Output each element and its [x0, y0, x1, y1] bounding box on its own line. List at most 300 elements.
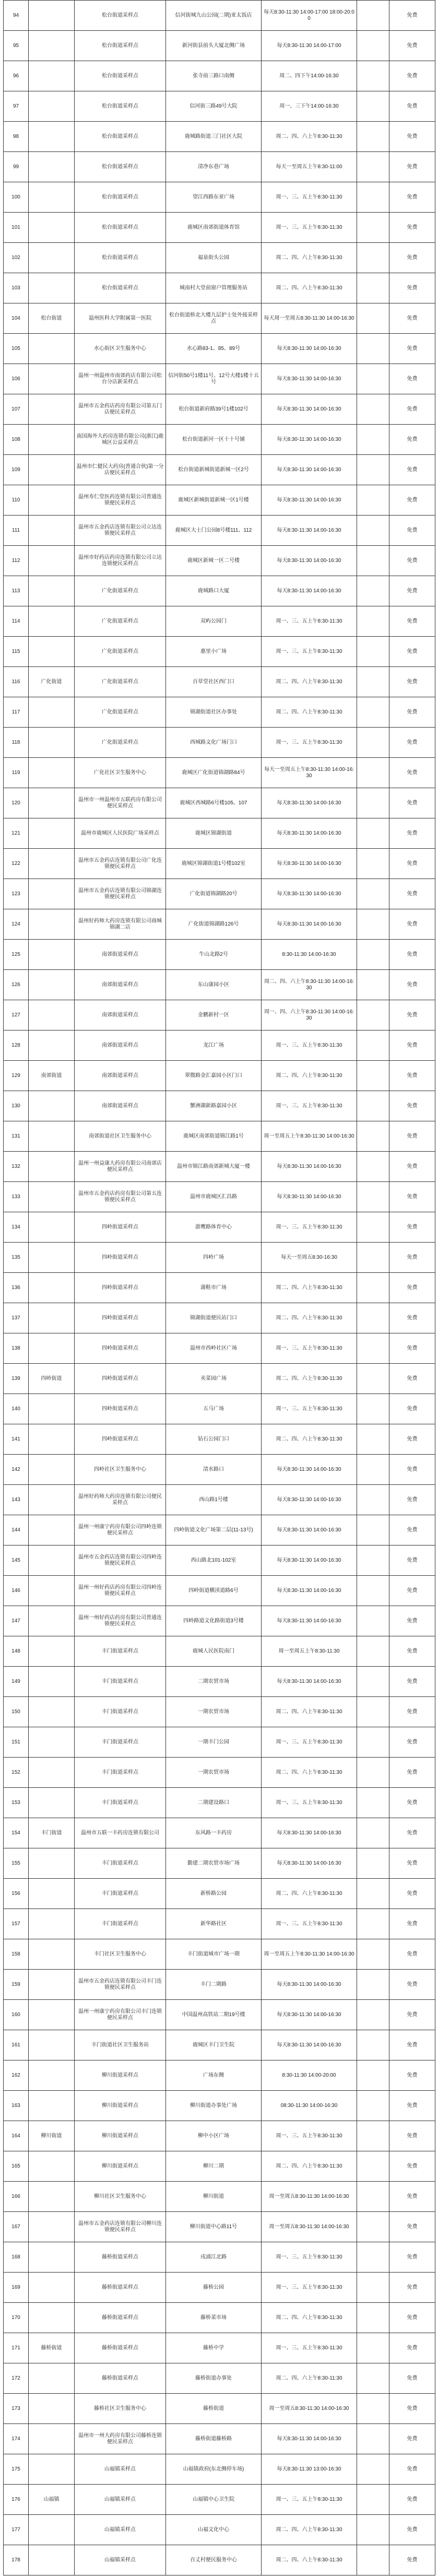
- extra-cell: [357, 2121, 389, 2151]
- row-number-cell: 177: [4, 2515, 29, 2545]
- extra-cell: [357, 2424, 389, 2454]
- fee-cell: 免费: [389, 849, 435, 879]
- table-row: [4, 1636, 435, 1667]
- site-name-cell: 温州一州温州市南郊药店有限公司松台分店新采样点: [75, 364, 166, 394]
- hours-cell: 每天8:30-11:30 14:00-16:30: [262, 1667, 357, 1697]
- address-cell: 广场东侧: [166, 2060, 262, 2091]
- address-cell: 山福文化中心: [166, 2515, 262, 2545]
- site-name-cell: 丰门街道采样点: [75, 1758, 166, 1788]
- address-cell: 西山路1号楼: [166, 1485, 262, 1515]
- table-row: [4, 849, 435, 879]
- row-number-cell: 144: [4, 1515, 29, 1545]
- district-cell: [29, 1909, 75, 1939]
- address-cell: 城南村大堂前窗户管理服务站: [166, 273, 262, 303]
- address-cell: 金鹏新村一区: [166, 1000, 262, 1031]
- district-cell: [29, 2273, 75, 2303]
- address-cell: 丰门街道城市广场一期: [166, 1939, 262, 1970]
- table-row: [4, 1243, 435, 1273]
- row-number-cell: 94: [4, 1, 29, 31]
- fee-cell: 免费: [389, 364, 435, 394]
- address-cell: 鹿城区锦湖街道: [166, 818, 262, 849]
- district-cell: [29, 909, 75, 940]
- address-cell: 清水路口: [166, 1455, 262, 1485]
- extra-cell: [357, 2182, 389, 2212]
- site-name-cell: 水心街区卫生服务中心: [75, 334, 166, 364]
- address-cell: 鹿城路口大厦: [166, 576, 262, 606]
- row-number-cell: 131: [4, 1121, 29, 1152]
- table-row: [4, 303, 435, 334]
- address-cell: 藤桥街道藤桥路: [166, 2424, 262, 2454]
- fee-cell: 免费: [389, 122, 435, 152]
- fee-cell: 免费: [389, 394, 435, 425]
- site-name-cell: 丰门街道采样点: [75, 1848, 166, 1879]
- district-cell: [29, 1121, 75, 1152]
- row-number-cell: 100: [4, 182, 29, 213]
- address-cell: 新华路社区: [166, 1909, 262, 1939]
- address-cell: 松台街道桥北大楼九层护士处外接采样点: [166, 303, 262, 334]
- fee-cell: 免费: [389, 1818, 435, 1848]
- district-cell: [29, 2091, 75, 2121]
- table-row: [4, 1879, 435, 1909]
- address-cell: 蟹洲湖新路嘉园小区: [166, 1091, 262, 1121]
- site-name-cell: 温州一州好药店药房有限公司普通连锁便民采样点: [75, 1606, 166, 1636]
- row-number-cell: 123: [4, 879, 29, 909]
- table-row: [4, 1031, 435, 1061]
- extra-cell: [357, 970, 389, 1000]
- district-cell: [29, 2515, 75, 2545]
- fee-cell: 免费: [389, 1788, 435, 1818]
- extra-cell: [357, 91, 389, 122]
- table-row: [4, 1788, 435, 1818]
- address-cell: 柳中小区广场: [166, 2121, 262, 2151]
- row-number-cell: 170: [4, 2303, 29, 2333]
- site-name-cell: 藤桥社区卫生服务中心: [75, 2394, 166, 2424]
- site-name-cell: 温州市一州温州市五联药房有限公司便民采样点: [75, 788, 166, 818]
- district-cell: [29, 1970, 75, 2000]
- address-cell: 柳川街道: [166, 2182, 262, 2212]
- table-row: [4, 1758, 435, 1788]
- site-name-cell: 广化街道采样点: [75, 576, 166, 606]
- table-row: [4, 1212, 435, 1243]
- address-cell: 温州市锦江路南郊新城大厦一楼: [166, 1152, 262, 1182]
- table-row: [4, 2000, 435, 2030]
- site-name-cell: 温州市鹿城区人民医院广场采样点: [75, 818, 166, 849]
- district-cell: [29, 1515, 75, 1545]
- address-cell: 西山路北101-102室: [166, 1545, 262, 1576]
- row-number-cell: 99: [4, 152, 29, 182]
- row-number-cell: 118: [4, 728, 29, 758]
- extra-cell: [357, 1545, 389, 1576]
- row-number-cell: 114: [4, 606, 29, 637]
- hours-cell: 8:30-11:30 14:00-20:00: [262, 2060, 357, 2091]
- extra-cell: [357, 1606, 389, 1636]
- table-row: [4, 606, 435, 637]
- extra-cell: [357, 1243, 389, 1273]
- address-cell: 钻石公园门口: [166, 1424, 262, 1455]
- fee-cell: 免费: [389, 182, 435, 213]
- fee-cell: 免费: [389, 91, 435, 122]
- row-number-cell: 102: [4, 243, 29, 273]
- table-row: [4, 334, 435, 364]
- table-row: [4, 243, 435, 273]
- site-name-cell: 南郊街道采样点: [75, 940, 166, 970]
- fee-cell: 免费: [389, 2424, 435, 2454]
- district-cell: [29, 31, 75, 61]
- extra-cell: [357, 2000, 389, 2030]
- hours-cell: 周二、四、六上午8:30-11:30: [262, 273, 357, 303]
- hours-cell: 每天一至周五上午8:30-11:30 14:00-16:30: [262, 758, 357, 788]
- site-name-cell: 温州市五金药店连锁有限公司柳川连锁便民采样点: [75, 2212, 166, 2242]
- site-name-cell: 松台街道采样点: [75, 152, 166, 182]
- fee-cell: 免费: [389, 1455, 435, 1485]
- site-name-cell: 四岭街道采样点: [75, 1243, 166, 1273]
- table-row: [4, 1455, 435, 1485]
- site-name-cell: 松台街道采样点: [75, 243, 166, 273]
- address-cell: 信河街三路49号大院: [166, 91, 262, 122]
- row-number-cell: 146: [4, 1576, 29, 1606]
- extra-cell: [357, 61, 389, 91]
- site-name-cell: 南郊街道采样点: [75, 1091, 166, 1121]
- extra-cell: [357, 122, 389, 152]
- extra-cell: [357, 516, 389, 546]
- row-number-cell: 104: [4, 303, 29, 334]
- district-cell: [29, 1545, 75, 1576]
- extra-cell: [357, 1485, 389, 1515]
- row-number-cell: 115: [4, 637, 29, 667]
- table-row: [4, 1000, 435, 1031]
- hours-cell: 周一、三、五上午8:30-11:30: [262, 1394, 357, 1424]
- fee-cell: 免费: [389, 1515, 435, 1545]
- table-row: [4, 818, 435, 849]
- fee-cell: 免费: [389, 243, 435, 273]
- row-number-cell: 161: [4, 2030, 29, 2060]
- address-cell: 四岭街道文化广场第二层(11-13号): [166, 1515, 262, 1545]
- extra-cell: [357, 1212, 389, 1243]
- fee-cell: 免费: [389, 728, 435, 758]
- row-number-cell: 96: [4, 61, 29, 91]
- extra-cell: [357, 1303, 389, 1333]
- extra-cell: [357, 243, 389, 273]
- extra-cell: [357, 364, 389, 394]
- extra-cell: [357, 1788, 389, 1818]
- row-number-cell: 166: [4, 2182, 29, 2212]
- extra-cell: [357, 2151, 389, 2182]
- fee-cell: 免费: [389, 1000, 435, 1031]
- hours-cell: 周二、四、六上午8:30-11:30: [262, 2303, 357, 2333]
- site-name-cell: 温州市五联一丰药房连锁有限公司: [75, 1818, 166, 1848]
- fee-cell: 免费: [389, 1121, 435, 1152]
- district-cell: 丰门街道: [29, 1818, 75, 1848]
- row-number-cell: 163: [4, 2091, 29, 2121]
- hours-cell: 每天8:30-11:30 14:00-16:30: [262, 394, 357, 425]
- hours-cell: 周一、三、五上午8:30-11:30: [262, 1333, 357, 1364]
- site-name-cell: 藤桥街道采样点: [75, 2242, 166, 2273]
- site-name-cell: 松台街道采样点: [75, 273, 166, 303]
- hours-cell: 周一、三下午14:00-16:30: [262, 91, 357, 122]
- extra-cell: [357, 182, 389, 213]
- district-cell: [29, 394, 75, 425]
- row-number-cell: 107: [4, 394, 29, 425]
- row-number-cell: 175: [4, 2454, 29, 2485]
- row-number-cell: 126: [4, 970, 29, 1000]
- district-cell: [29, 1636, 75, 1667]
- address-cell: 鹿城路街道三门社区大院: [166, 122, 262, 152]
- site-name-cell: 柳川街道采样点: [75, 2151, 166, 2182]
- hours-cell: 周一、三、五上午8:30-11:30: [262, 1031, 357, 1061]
- table-row: [4, 788, 435, 818]
- extra-cell: [357, 1939, 389, 1970]
- table-row: [4, 152, 435, 182]
- site-name-cell: 山福镇采样点: [75, 2515, 166, 2545]
- hours-cell: 周二、四、六上午8:30-11:30: [262, 122, 357, 152]
- hours-cell: 每天8:30-11:30 14:00-16:30: [262, 2424, 357, 2454]
- site-name-cell: 松台街道采样点: [75, 61, 166, 91]
- table-row: [4, 1727, 435, 1758]
- district-cell: [29, 1333, 75, 1364]
- site-name-cell: 山福镇采样点: [75, 2454, 166, 2485]
- hours-cell: 每天8:30-11:30 14:00-16:30: [262, 364, 357, 394]
- hours-cell: 周二、四、六上午8:30-11:30: [262, 2151, 357, 2182]
- table-row: [4, 1545, 435, 1576]
- fee-cell: 免费: [389, 1636, 435, 1667]
- row-number-cell: 97: [4, 91, 29, 122]
- district-cell: [29, 1727, 75, 1758]
- address-cell: 四岭街道横渎道路6号: [166, 1576, 262, 1606]
- table-row: [4, 2485, 435, 2515]
- fee-cell: 免费: [389, 2303, 435, 2333]
- extra-cell: [357, 1, 389, 31]
- row-number-cell: 121: [4, 818, 29, 849]
- hours-cell: 周一至周五8:30-11:30 14:00-16:30: [262, 2212, 357, 2242]
- fee-cell: 免费: [389, 61, 435, 91]
- extra-cell: [357, 1848, 389, 1879]
- district-cell: [29, 1788, 75, 1818]
- site-name-cell: 温州市一州大药房有限公司藤桥连锁便民采样点: [75, 2424, 166, 2454]
- site-name-cell: 南郊街道采样点: [75, 970, 166, 1000]
- hours-cell: 周二、四、六上午8:30-11:30: [262, 697, 357, 728]
- hours-cell: 周二、四、六上午8:30-11:30: [262, 1758, 357, 1788]
- district-cell: 柳川街道: [29, 2121, 75, 2151]
- address-cell: 惠里小广场: [166, 637, 262, 667]
- fee-cell: 免费: [389, 303, 435, 334]
- site-name-cell: 丰门社区卫生服务中心: [75, 1939, 166, 1970]
- fee-cell: 免费: [389, 697, 435, 728]
- fee-cell: 免费: [389, 788, 435, 818]
- table-row: [4, 728, 435, 758]
- extra-cell: [357, 213, 389, 243]
- row-number-cell: 111: [4, 516, 29, 546]
- site-name-cell: 温州市仁健民大药房(普通合伙)第一分店便民采样点: [75, 455, 166, 485]
- site-name-cell: 温州一州好药店药房有限公司四岭连锁便民采样点: [75, 1576, 166, 1606]
- hours-cell: 周一、三、五上午8:30-11:30: [262, 2485, 357, 2515]
- fee-cell: 免费: [389, 2000, 435, 2030]
- address-cell: 龙江广场: [166, 1031, 262, 1061]
- site-name-cell: 温州好药师大药房连锁有限公司商城锦湖二店: [75, 909, 166, 940]
- hours-cell: 周二、四、六上午8:30-11:30 14:00-16:30: [262, 970, 357, 1000]
- extra-cell: [357, 728, 389, 758]
- hours-cell: 周一、三、五上午8:30-11:30: [262, 2333, 357, 2363]
- fee-cell: 免费: [389, 1364, 435, 1394]
- row-number-cell: 158: [4, 1939, 29, 1970]
- fee-cell: 免费: [389, 425, 435, 455]
- address-cell: 翠微路金汇嘉园小区门口: [166, 1061, 262, 1091]
- hours-cell: 每天周一至周五8:30-11:30 14:00-16:30: [262, 303, 357, 334]
- row-number-cell: 141: [4, 1424, 29, 1455]
- district-cell: [29, 1152, 75, 1182]
- hours-cell: 每天8:30-11:30 14:00-16:30: [262, 879, 357, 909]
- address-cell: 柳川街道办事处广场: [166, 2091, 262, 2121]
- hours-cell: 周一至周五8:30-11:30 14:00-16:30: [262, 2394, 357, 2424]
- fee-cell: 免费: [389, 1606, 435, 1636]
- table-row: [4, 2242, 435, 2273]
- site-name-cell: 四岭街道采样点: [75, 1212, 166, 1243]
- site-name-cell: 丰门街道采样点: [75, 1727, 166, 1758]
- table-row: [4, 1939, 435, 1970]
- address-cell: 二期农贸市场: [166, 1667, 262, 1697]
- table-row: [4, 1576, 435, 1606]
- extra-cell: [357, 394, 389, 425]
- table-row: [4, 1182, 435, 1212]
- row-number-cell: 127: [4, 1000, 29, 1031]
- address-cell: 信河街城九山公园(二期)亚太饭店: [166, 1, 262, 31]
- address-cell: 一期农贸市场: [166, 1758, 262, 1788]
- row-number-cell: 159: [4, 1970, 29, 2000]
- row-number-cell: 101: [4, 213, 29, 243]
- extra-cell: [357, 1636, 389, 1667]
- fee-cell: 免费: [389, 485, 435, 516]
- district-cell: [29, 2060, 75, 2091]
- row-number-cell: 156: [4, 1879, 29, 1909]
- hours-cell: 每天8:30-11:30 14:00-17:00: [262, 31, 357, 61]
- extra-cell: [357, 1818, 389, 1848]
- row-number-cell: 129: [4, 1061, 29, 1091]
- extra-cell: [357, 2333, 389, 2363]
- address-cell: 鹿城区新城一区二号楼: [166, 546, 262, 576]
- table-row: [4, 576, 435, 606]
- row-number-cell: 151: [4, 1727, 29, 1758]
- fee-cell: 免费: [389, 213, 435, 243]
- row-number-cell: 174: [4, 2424, 29, 2454]
- hours-cell: 每天8:30-11:30 14:00-17:00 18:00-20:00: [262, 1, 357, 31]
- extra-cell: [357, 1667, 389, 1697]
- table-row: [4, 2151, 435, 2182]
- district-cell: [29, 970, 75, 1000]
- site-name-cell: 南郊街道采样点: [75, 1000, 166, 1031]
- table-row: [4, 1818, 435, 1848]
- hours-cell: 周一、三、五上午8:30-11:30: [262, 606, 357, 637]
- table-row: [4, 1848, 435, 1879]
- hours-cell: 周二、四、六上午8:30-11:30: [262, 2545, 357, 2575]
- site-name-cell: 温州市五金药店连锁有限公司广化连锁便民采样点: [75, 849, 166, 879]
- district-cell: [29, 2424, 75, 2454]
- district-cell: [29, 425, 75, 455]
- fee-cell: 免费: [389, 31, 435, 61]
- site-name-cell: 南国海外大药房连锁有限公司(浙江)鹿城区公益采样点: [75, 425, 166, 455]
- table-row: [4, 1364, 435, 1394]
- row-number-cell: 171: [4, 2333, 29, 2363]
- extra-cell: [357, 1515, 389, 1545]
- site-name-cell: 温州市五金药店药房有限公司第五连锁便民采样点: [75, 1182, 166, 1212]
- district-cell: [29, 697, 75, 728]
- site-name-cell: 藤桥街道采样点: [75, 2363, 166, 2394]
- table-row: [4, 2545, 435, 2575]
- table-row: [4, 2394, 435, 2424]
- extra-cell: [357, 455, 389, 485]
- district-cell: [29, 2000, 75, 2030]
- fee-cell: 免费: [389, 1485, 435, 1515]
- site-name-cell: 山福镇采样点: [75, 2545, 166, 2575]
- fee-cell: 免费: [389, 334, 435, 364]
- fee-cell: 免费: [389, 1576, 435, 1606]
- site-name-cell: 四岭街道采样点: [75, 1364, 166, 1394]
- extra-cell: [357, 1364, 389, 1394]
- table-row: [4, 546, 435, 576]
- address-cell: 鹿城人民医院南门: [166, 1636, 262, 1667]
- row-number-cell: 173: [4, 2394, 29, 2424]
- address-cell: 松台街道新河一区十十号铺: [166, 425, 262, 455]
- row-number-cell: 164: [4, 2121, 29, 2151]
- fee-cell: 免费: [389, 1243, 435, 1273]
- hours-cell: 每天8:30-11:30 14:00-16:30: [262, 425, 357, 455]
- row-number-cell: 134: [4, 1212, 29, 1243]
- extra-cell: [357, 2030, 389, 2060]
- table-row: [4, 182, 435, 213]
- fee-cell: 免费: [389, 1424, 435, 1455]
- hours-cell: 每天8:30-11:30 14:00-16:30: [262, 485, 357, 516]
- district-cell: [29, 1606, 75, 1636]
- district-cell: [29, 182, 75, 213]
- hours-cell: 8:30-11:30 14:00-16:30: [262, 940, 357, 970]
- hours-cell: 周一至周五8:30-11:30 14:00-16:30: [262, 2182, 357, 2212]
- hours-cell: 每天8:30-11:30 14:00-16:30: [262, 788, 357, 818]
- site-name-cell: 四岭社区卫生服务中心: [75, 1455, 166, 1485]
- district-cell: [29, 1243, 75, 1273]
- district-cell: [29, 1303, 75, 1333]
- table-row: [4, 122, 435, 152]
- table-row: [4, 1333, 435, 1364]
- row-number-cell: 153: [4, 1788, 29, 1818]
- site-name-cell: 温州市五金药店连锁有限公司丰门连锁便民采样点: [75, 1970, 166, 2000]
- site-name-cell: 温州市好药店药房连锁有限公司立达连锁便民采样点: [75, 546, 166, 576]
- district-cell: [29, 1000, 75, 1031]
- extra-cell: [357, 818, 389, 849]
- district-cell: [29, 2363, 75, 2394]
- extra-cell: [357, 1909, 389, 1939]
- row-number-cell: 178: [4, 2545, 29, 2575]
- hours-cell: 周一、三、五上午8:30-11:30: [262, 1212, 357, 1243]
- address-cell: 新桥路公园: [166, 1879, 262, 1909]
- site-name-cell: 南郊街道采样点: [75, 1061, 166, 1091]
- hours-cell: 周一、三、五上午8:30-11:30: [262, 1788, 357, 1818]
- site-name-cell: 广化街道采样点: [75, 637, 166, 667]
- district-cell: [29, 1576, 75, 1606]
- district-cell: [29, 758, 75, 788]
- row-number-cell: 116: [4, 667, 29, 697]
- district-cell: [29, 1212, 75, 1243]
- extra-cell: [357, 1273, 389, 1303]
- table-row: [4, 2273, 435, 2303]
- fee-cell: 免费: [389, 2182, 435, 2212]
- extra-cell: [357, 2060, 389, 2091]
- extra-cell: [357, 2242, 389, 2273]
- site-name-cell: 藤桥街道采样点: [75, 2273, 166, 2303]
- fee-cell: 免费: [389, 2091, 435, 2121]
- address-cell: 福泉街头公园: [166, 243, 262, 273]
- hours-cell: 每天8:30-11:30 14:00-16:30: [262, 2000, 357, 2030]
- row-number-cell: 135: [4, 1243, 29, 1273]
- fee-cell: 免费: [389, 1939, 435, 1970]
- row-number-cell: 120: [4, 788, 29, 818]
